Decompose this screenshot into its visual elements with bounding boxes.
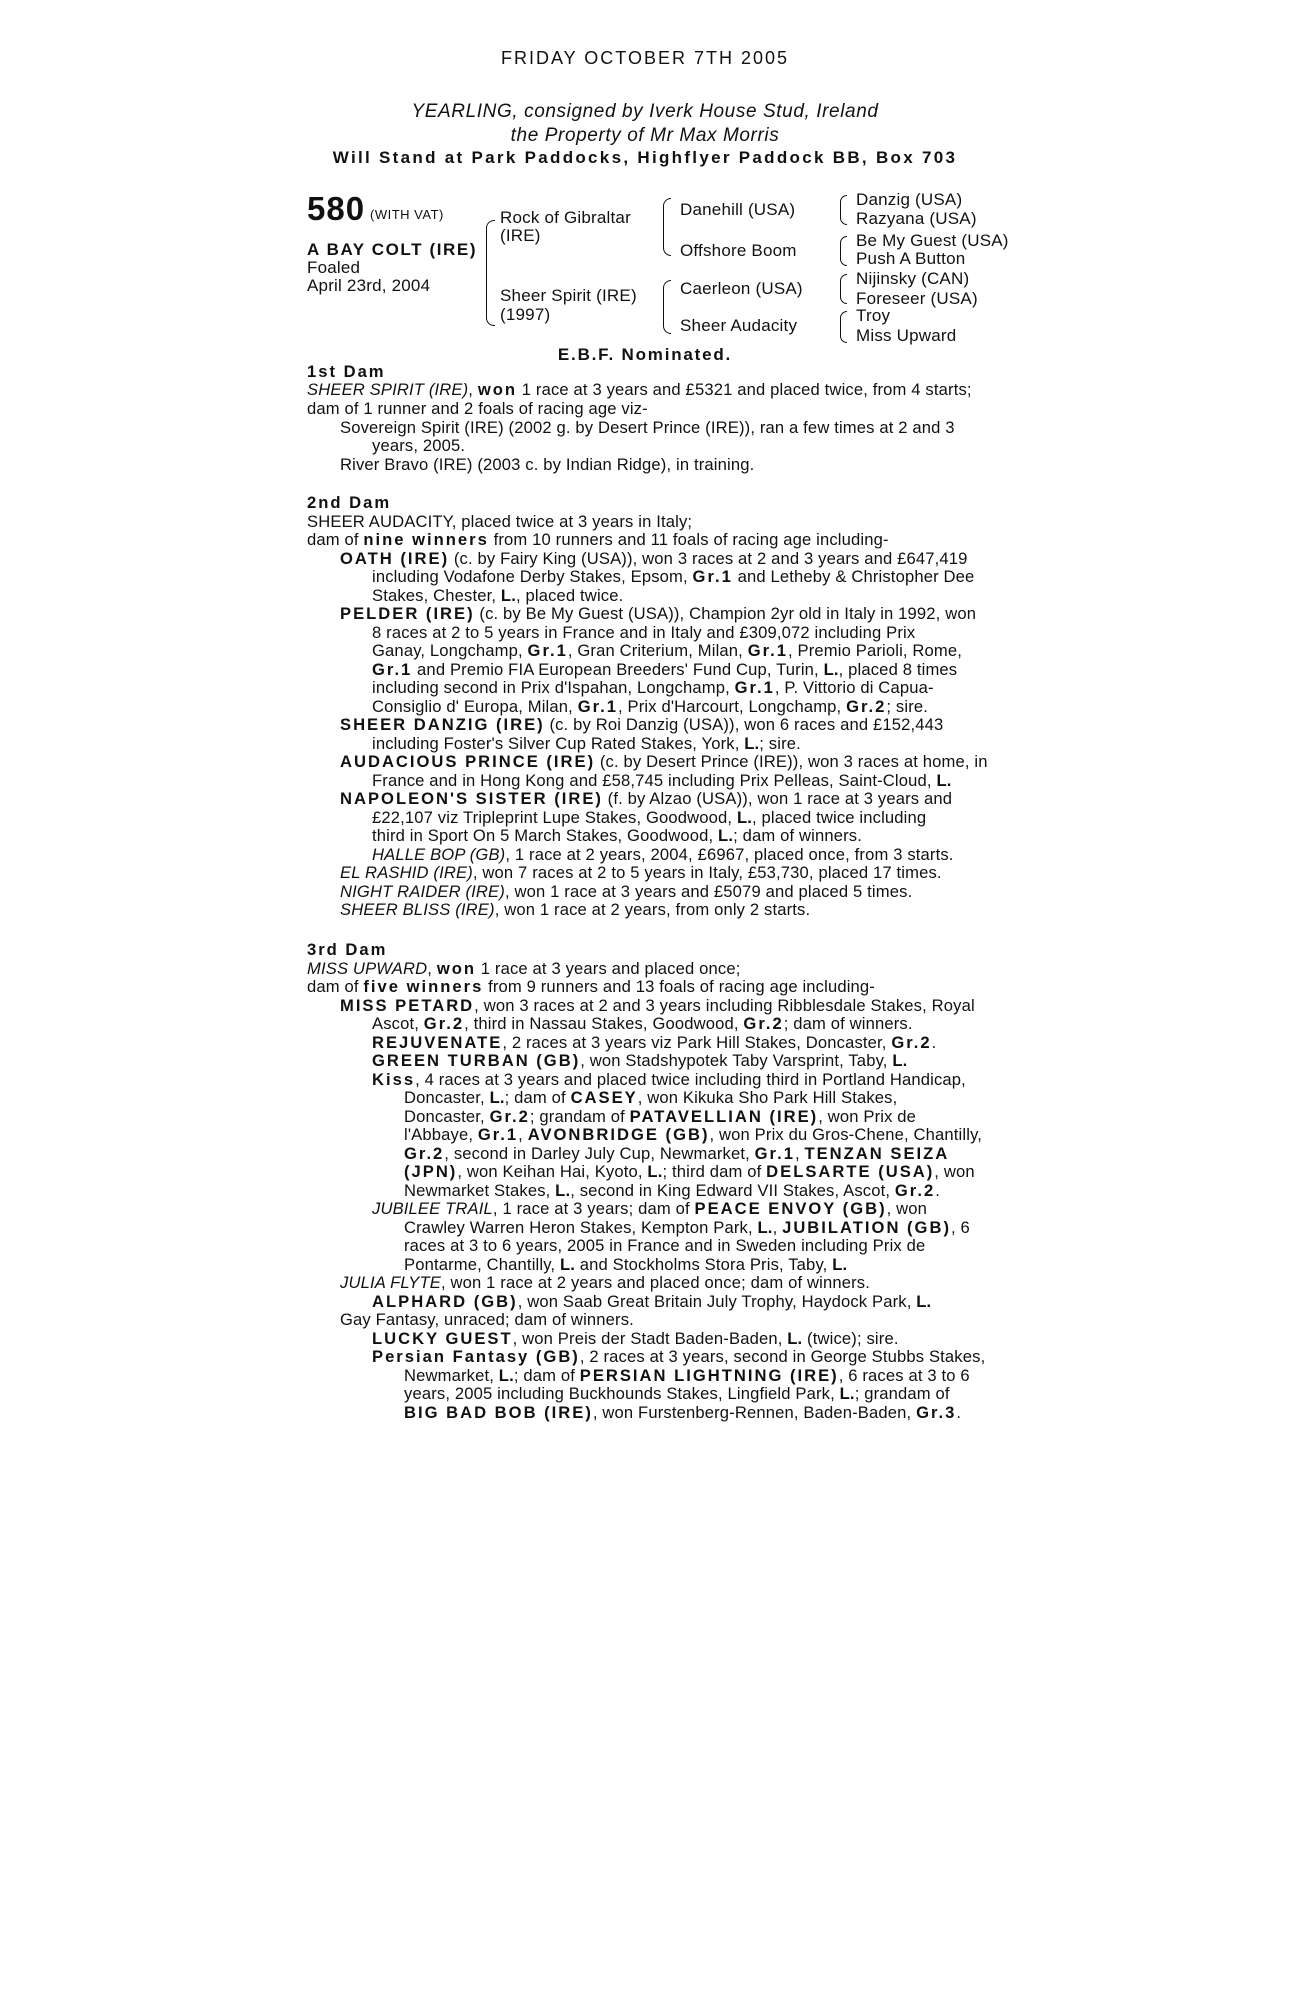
text: ; dam of [504,1088,571,1107]
second-dam-line-2 [307,531,889,550]
horse-name: AUDACIOUS PRINCE (IRE) [340,752,596,771]
text: France and in Hong Kong and £58,745 including Prix Pelleas, Saint-Cloud, [372,771,937,790]
entry-night-raider [340,883,912,902]
text: dam of [307,530,364,549]
text: , won Preis der Stadt Baden-Baden, [512,1329,788,1348]
entry-sheer-danzig-2 [372,735,801,754]
text: , 2 races at 3 years, second in George Stubbs Stakes, [579,1347,986,1366]
great-grandsire-1: Danzig (USA) [856,190,963,209]
grade: L. [823,660,839,679]
text: Pontarme, Chantilly, [404,1255,560,1274]
text: including second in Prix d'Ispahan, Longchamp, [372,678,735,697]
entry-green-turban [372,1052,907,1071]
grade: Gr.2 [489,1107,530,1126]
text: , won Saab Great Britain July Trophy, Haydock Park, [517,1292,917,1311]
first-dam-line-3: Sovereign Spirit (IRE) (2002 g. by Desert Prince (IRE)), ran a few times at 2 and 3 [340,418,955,437]
horse-name: NIGHT RAIDER (IRE) [340,882,505,901]
grade: Gr.2 [743,1014,784,1033]
horse-name: Kiss [372,1070,416,1089]
grade: L. [718,826,734,845]
grade: Gr.2 [423,1014,465,1033]
horse-name: JUBILATION (GB) [782,1218,951,1237]
text: , won 7 races at 2 to 5 years in Italy, £53,730, placed 17 times. [472,863,942,882]
text: . [931,1033,937,1052]
entry-jubilee-trail-4 [404,1256,847,1275]
text: and Letheby & Christopher Dee [732,567,975,586]
foaled-label: Foaled [307,258,361,277]
stand-line: Will Stand at Park Paddocks, Highflyer Paddock BB, Box 703 [332,148,958,167]
horse-name: AVONBRIDGE (GB) [527,1125,710,1144]
first-dam-heading: 1st Dam [307,362,386,381]
first-dam-line-5: River Bravo (IRE) (2003 c. by Indian Ridge), in training. [340,455,755,474]
entry-oath-1 [340,550,968,569]
grade: L. [744,734,760,753]
great-grandsire-8: Miss Upward [856,326,957,345]
great-grandsire-4: Push A Button [856,249,966,268]
entry-sheer-danzig-1 [340,716,943,735]
horse-name: TENZAN SEIZA [804,1144,950,1163]
lot-number: 580 [307,190,366,227]
grade: Gr.1 [692,567,733,586]
entry-persian-fantasy-2 [404,1367,970,1386]
entry-audacious-prince-1 [340,753,988,772]
text: , won 3 races at 2 and 3 years including Ribblesdale Stakes, Royal [474,996,975,1015]
first-dam-line-4: years, 2005. [372,436,466,455]
third-dam-heading: 3rd Dam [307,940,388,959]
horse-name: NAPOLEON'S SISTER (IRE) [340,789,603,808]
grade: L. [736,808,753,827]
horse-name: LUCKY GUEST [372,1329,513,1348]
text: , 1 race at 2 years, 2004, £6967, placed once, from 3 starts. [505,845,954,864]
second-dam-line-1: SHEER AUDACITY, placed twice at 3 years in Italy; [307,512,693,531]
text: £22,107 viz Tripleprint Lupe Stakes, Goodwood, [372,808,737,827]
sire-suffix: (IRE) [500,226,541,245]
lot-name: A BAY COLT (IRE) [307,240,478,259]
great-grandsire-7: Troy [856,306,891,325]
text: , 1 race at 3 years; dam of [492,1199,695,1218]
horse-name: BIG BAD BOB (IRE) [404,1403,593,1422]
grade: Gr.1 [577,697,618,716]
entry-napoleons-sister-3 [372,827,862,846]
text: . [956,1403,962,1422]
first-dam-line-2: dam of 1 runner and 2 foals of racing age viz- [307,399,648,418]
text: , [772,1218,783,1237]
horse-name: (JPN) [404,1162,458,1181]
text: , placed 8 times [838,660,958,679]
entry-audacious-prince-2 [372,772,951,791]
grade: L. [892,1051,908,1070]
grade: L. [498,1366,514,1385]
horse-name: HALLE BOP (GB) [372,845,506,864]
text: , [468,380,478,399]
text: , Gran Criterium, Milan, [567,641,748,660]
text: (c. by Roi Danzig (USA)), won 6 races and £152,443 [544,715,944,734]
entry-gay-fantasy: Gay Fantasy, unraced; dam of winners. [340,1310,634,1329]
entry-kiss-1 [372,1071,966,1090]
grade: L. [936,771,952,790]
grade: Gr.3 [916,1403,957,1422]
property-line: the Property of Mr Max Morris [510,125,780,146]
grandsire-1: Danehill (USA) [680,200,796,219]
text: Doncaster, [404,1088,490,1107]
grade: Gr.2 [891,1033,932,1052]
text: (f. by Alzao (USA)), won 1 race at 3 years and [602,789,953,808]
text: ; sire. [886,697,929,716]
text: (c. by Fairy King (USA)), won 3 races at 2 and 3 years and £647,419 [449,549,968,568]
grade: L. [489,1088,505,1107]
text: dam of [307,977,364,996]
horse-name: ALPHARD (GB) [372,1292,518,1311]
text: ; grandam of [529,1107,630,1126]
entry-lucky-guest [372,1330,899,1349]
horse-name: JULIA FLYTE [340,1273,441,1292]
text: , placed twice. [515,586,624,605]
first-dam-line-1 [307,381,972,400]
entry-el-rashid [340,864,942,883]
horse-name: GREEN TURBAN (GB) [372,1051,581,1070]
text: , P. Vittorio di Capua- [774,678,934,697]
entry-persian-fantasy-4 [404,1404,961,1423]
entry-pelder-2: 8 races at 2 to 5 years in France and in Italy and £309,072 including Prix [372,623,916,642]
horse-name: PELDER (IRE) [340,604,475,623]
horse-name: Persian Fantasy (GB) [372,1347,580,1366]
grandsire-4: Sheer Audacity [680,316,798,335]
text: , won Stadshypotek Taby Varsprint, Taby, [580,1051,893,1070]
text: , won 1 race at 2 years, from only 2 starts. [494,900,811,919]
text: , Prix d'Harcourt, Longchamp, [617,697,847,716]
emphasis: five winners [363,977,484,996]
grade: L. [647,1162,663,1181]
text: ; dam of winners. [783,1014,913,1033]
grade: Gr.1 [372,660,413,679]
text: , [427,959,437,978]
text: , second in Darley July Cup, Newmarket, [444,1144,755,1163]
text: , [518,1125,528,1144]
horse-name: OATH (IRE) [340,549,450,568]
text: , second in King Edward VII Stakes, Ascot, [570,1181,895,1200]
pedigree-brace-ggs1 [840,195,847,225]
horse-name: PEACE ENVOY (GB) [694,1199,887,1218]
grandsire-3: Caerleon (USA) [680,279,803,298]
entry-jubilee-trail-1 [372,1200,927,1219]
entry-alphard [372,1293,931,1312]
entry-napoleons-sister-2 [372,809,926,828]
text: ; dam of winners. [733,826,862,845]
text: , 4 races at 3 years and placed twice including third in Portland Handicap, [415,1070,966,1089]
pedigree-brace-ggs4 [840,311,847,343]
text: ; sire. [759,734,801,753]
entry-pelder-4 [372,661,957,680]
entry-persian-fantasy-1 [372,1348,985,1367]
text: 1 race at 3 years and £5321 and placed twice, from 4 starts; [517,380,972,399]
entry-napoleons-sister-1 [340,790,952,809]
text: from 10 runners and 11 foals of racing age including- [488,530,889,549]
pedigree-brace-ggs2 [840,236,847,266]
text: and Premio FIA European Breeders' Fund Cup, Turin, [412,660,824,679]
text: , won [886,1199,928,1218]
grade: L. [559,1255,575,1274]
grade: L. [916,1292,932,1311]
text: , won Prix de [818,1107,917,1126]
entry-pelder-3 [372,642,962,661]
entry-julia-flyte [340,1274,870,1293]
entry-jubilee-trail-2 [404,1219,970,1238]
text: Ascot, [372,1014,424,1033]
great-grandsire-2: Razyana (USA) [856,209,977,228]
text: Newmarket Stakes, [404,1181,556,1200]
entry-oath-2 [372,568,974,587]
entry-pelder-1 [340,605,976,624]
text: (twice); sire. [802,1329,899,1348]
text: including Vodafone Derby Stakes, Epsom, [372,567,693,586]
text: , won Kikuka Sho Park Hill Stakes, [637,1088,898,1107]
text: Consiglio d' Europa, Milan, [372,697,578,716]
dam-name: Sheer Spirit (IRE) [500,286,637,305]
text: , placed twice including [752,808,927,827]
grade: Gr.1 [527,641,568,660]
horse-name: DELSARTE (USA) [766,1162,935,1181]
great-grandsire-5: Nijinsky (CAN) [856,269,970,288]
horse-name: CASEY [570,1088,638,1107]
entry-miss-petard-2 [372,1015,913,1034]
text: , 2 races at 3 years viz Park Hill Stakes, Doncaster, [502,1033,892,1052]
third-dam-line-1 [307,960,740,979]
text: including Foster's Silver Cup Rated Stakes, York, [372,734,745,753]
horse-name: JUBILEE TRAIL [372,1199,493,1218]
text: , won 1 race at 2 years and placed once; dam of winners. [440,1273,870,1292]
text: and Stockholms Stora Pris, Taby, [574,1255,833,1274]
grade: Gr.1 [734,678,775,697]
grade: L. [787,1329,803,1348]
horse-name: MISS PETARD [340,996,475,1015]
dam-year: (1997) [500,305,551,324]
grade: Gr.2 [894,1181,936,1200]
pedigree-brace-sire [663,198,671,256]
entry-oath-3 [372,587,623,606]
entry-miss-petard-1 [340,997,975,1016]
entry-pelder-6 [372,698,928,717]
text: Stakes, Chester, [372,586,501,605]
grade: Gr.2 [846,697,887,716]
text: , Premio Parioli, Rome, [788,641,963,660]
text: , won Keihan Hai, Kyoto, [457,1162,648,1181]
horse-name: EL RASHID (IRE) [340,863,473,882]
text: Doncaster, [404,1107,490,1126]
emphasis: nine winners [363,530,489,549]
entry-kiss-4 [404,1126,982,1145]
grade: L. [757,1218,773,1237]
text: (c. by Be My Guest (USA)), Champion 2yr old in Italy in 1992, won [474,604,977,623]
grade: Gr.1 [754,1144,795,1163]
text: , won Prix du Gros-Chene, Chantilly, [709,1125,983,1144]
great-grandsire-6: Foreseer (USA) [856,289,978,308]
entry-persian-fantasy-3 [404,1385,950,1404]
text: Ganay, Longchamp, [372,641,528,660]
text: Crawley Warren Heron Stakes, Kempton Park, [404,1218,758,1237]
grade: Gr.2 [404,1144,445,1163]
entry-halle-bop [372,846,954,865]
entry-pelder-5 [372,679,934,698]
grade: L. [500,586,516,605]
horse-name: SHEER BLISS (IRE) [340,900,495,919]
entry-rejuvenate [372,1034,936,1053]
dam-name: MISS UPWARD [307,959,428,978]
dam-name: SHEER SPIRIT (IRE) [307,380,469,399]
text: third in Sport On 5 March Stakes, Goodwood, [372,826,719,845]
second-dam-heading: 2nd Dam [307,493,392,512]
text: , 6 races at 3 to 6 [838,1366,970,1385]
ebf-note: E.B.F. Nominated. [557,345,733,364]
horse-name: PATAVELLIAN (IRE) [629,1107,819,1126]
entry-kiss-5 [404,1145,949,1164]
consignor-line: YEARLING, consigned by Iverk House Stud, Ireland [411,101,879,122]
text: Newmarket, [404,1366,499,1385]
entry-kiss-6 [404,1163,975,1182]
pedigree-brace-main [486,220,495,326]
grade: L. [555,1181,571,1200]
horse-name: REJUVENATE [372,1033,503,1052]
grade: Gr.1 [477,1125,519,1144]
horse-name: PERSIAN LIGHTNING (IRE) [579,1366,839,1385]
sale-date: FRIDAY OCTOBER 7TH 2005 [500,48,790,68]
grandsire-2: Offshore Boom [680,241,797,260]
pedigree-brace-dam [663,280,671,334]
text: l'Abbaye, [404,1125,478,1144]
text: years, 2005 including Buckhounds Stakes, Lingfield Park, [404,1384,840,1403]
entry-kiss-7 [404,1182,940,1201]
pedigree-brace-ggs3 [840,274,847,304]
grade: Gr.1 [747,641,788,660]
great-grandsire-3: Be My Guest (USA) [856,231,1009,250]
third-dam-line-2 [307,978,875,997]
emphasis: won [436,959,476,978]
text: , won 1 race at 3 years and £5079 and placed 5 times. [504,882,913,901]
text: , 6 [950,1218,970,1237]
text: from 9 runners and 13 foals of racing age including- [483,977,875,996]
text: ; third dam of [662,1162,767,1181]
text: , [794,1144,805,1163]
entry-kiss-3 [404,1108,916,1127]
text: (c. by Desert Prince (IRE)), won 3 races at home, in [595,752,988,771]
entry-jubilee-trail-3: races at 3 to 6 years, 2005 in France and in Sweden including Prix de [404,1236,926,1255]
vat-note: (WITH VAT) [370,207,444,222]
grade: L. [832,1255,848,1274]
sire-name: Rock of Gibraltar [500,208,631,227]
text: ; dam of [513,1366,580,1385]
foaled-date: April 23rd, 2004 [307,276,431,295]
emphasis: won [477,380,517,399]
entry-sheer-bliss [340,901,810,920]
text: , won Furstenberg-Rennen, Baden-Baden, [592,1403,917,1422]
grade: L. [839,1384,855,1403]
entry-kiss-2 [404,1089,897,1108]
text: , third in Nassau Stakes, Goodwood, [464,1014,744,1033]
text: , won [934,1162,975,1181]
text: . [935,1181,940,1200]
text: 1 race at 3 years and placed once; [476,959,741,978]
horse-name: SHEER DANZIG (IRE) [340,715,545,734]
text: ; grandam of [854,1384,950,1403]
